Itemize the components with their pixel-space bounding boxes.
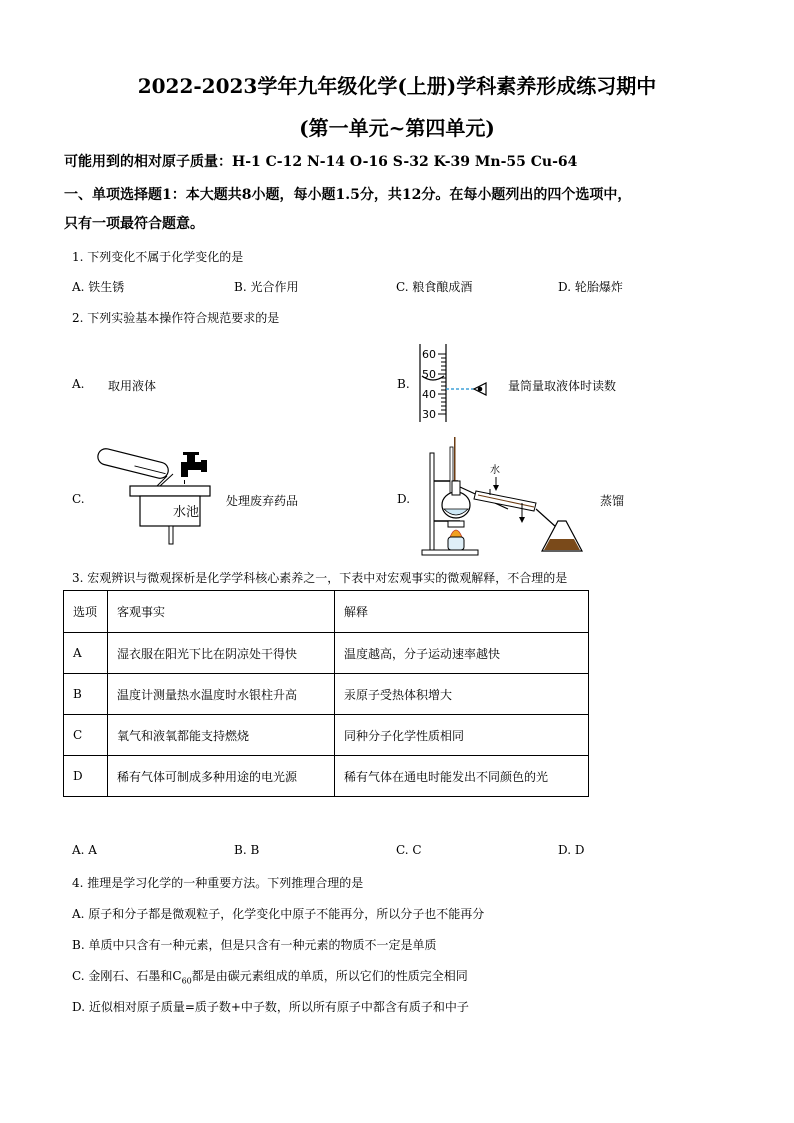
section-heading-line1: 一、单项选择题1：本大题共8小题，每小题1.5分，共12分。在每小题列出的四个选项中，: [64, 187, 632, 203]
table-cell: 稀有气体可制成多种用途的电光源: [108, 756, 335, 797]
question-1-option-d[interactable]: D. 轮胎爆炸: [558, 280, 623, 294]
faucet-icon: [181, 452, 207, 490]
question-2-option-a-text: 取用液体: [108, 379, 157, 393]
question-2-option-d-text: 蒸馏: [600, 494, 625, 508]
water-label: 水: [490, 465, 500, 476]
table-row: [64, 633, 589, 674]
cylinder-tick-60: 60: [422, 348, 436, 361]
question-1-option-a[interactable]: A. 铁生锈: [72, 280, 125, 294]
cylinder-tick-50: 50: [422, 368, 436, 381]
table-cell: C: [64, 715, 108, 756]
question-2-stem: 2. 下列实验基本操作符合规范要求的是: [72, 311, 280, 325]
question-2-option-b-letter[interactable]: B.: [397, 377, 410, 391]
section-heading-line2: 只有一项最符合题意。: [64, 216, 204, 232]
question-3-option-d[interactable]: D. D: [558, 843, 585, 857]
atomic-masses: 可能用到的相对原子质量：H-1 C-12 N-14 O-16 S-32 K-39 Mn-55 Cu-64: [64, 154, 578, 170]
question-3-option-a[interactable]: A. A: [72, 843, 97, 857]
question-3-table: [63, 590, 589, 797]
table-cell: A: [64, 633, 108, 674]
question-1-option-b[interactable]: B. 光合作用: [234, 280, 299, 294]
question-4-option-d[interactable]: D. 近似相对原子质量=质子数+中子数，所以所有原子中都含有质子和中子: [72, 1000, 469, 1014]
table-row: [64, 715, 589, 756]
table-cell: 温度越高，分子运动速率越快: [335, 633, 589, 674]
question-2-option-d-letter[interactable]: D.: [397, 492, 411, 506]
table-header-cell: 解释: [335, 591, 589, 633]
cylinder-tick-40: 40: [422, 388, 436, 401]
question-1-option-c[interactable]: C. 粮食酿成酒: [396, 280, 473, 294]
table-row: [64, 756, 589, 797]
option-c-text-start: C. 金刚石、石墨和C: [72, 969, 182, 983]
table-cell: 稀有气体在通电时能发出不同颜色的光: [335, 756, 589, 797]
cylinder-tick-30: 30: [422, 408, 436, 421]
question-1-stem: 1. 下列变化不属于化学变化的是: [72, 250, 244, 264]
question-3-stem: 3. 宏观辨识与微观探析是化学学科核心素养之一，下表中对宏观事实的微观解释，不合理的是: [72, 571, 568, 585]
question-4-option-c[interactable]: [72, 967, 468, 985]
question-4-option-b[interactable]: B. 单质中只含有一种元素，但是只含有一种元素的物质不一定是单质: [72, 938, 437, 952]
question-2-option-a-letter[interactable]: A.: [72, 377, 85, 391]
question-2-option-c-letter[interactable]: C.: [72, 492, 85, 506]
question-2-option-b-text: 量筒量取液体时读数: [508, 379, 617, 393]
table-cell: 氧气和液氧都能支持燃烧: [108, 715, 335, 756]
eye-icon: [474, 383, 486, 395]
page-subtitle: (第一单元~第四单元): [299, 116, 495, 140]
question-4-stem: 4. 推理是学习化学的一种重要方法。下列推理合理的是: [72, 876, 364, 890]
table-cell: 同种分子化学性质相同: [335, 715, 589, 756]
c60-subscript: 60: [181, 976, 192, 986]
table-row: [64, 674, 589, 715]
question-2-option-c-text: 处理废弃药品: [226, 494, 299, 508]
table-header-row: [64, 591, 589, 633]
table-cell: 汞原子受热体积增大: [335, 674, 589, 715]
distillation-apparatus-figure: [418, 437, 588, 557]
sink-label: 水池: [173, 505, 200, 520]
question-4-option-a[interactable]: A. 原子和分子都是微观粒子，化学变化中原子不能再分，所以分子也不能再分: [72, 907, 485, 921]
waste-disposal-figure: [95, 450, 215, 545]
graduated-cylinder-figure: [410, 342, 490, 422]
table-header-cell: 客观事实: [108, 591, 335, 633]
table-cell: 温度计测量热水温度时水银柱升高: [108, 674, 335, 715]
table-cell: 湿衣服在阳光下比在阴凉处干得快: [108, 633, 335, 674]
question-3-option-b[interactable]: B. B: [234, 843, 260, 857]
question-3-option-c[interactable]: C. C: [396, 843, 422, 857]
option-c-text-end: 都是由碳元素组成的单质，所以它们的性质完全相同: [191, 969, 468, 983]
table-cell: D: [64, 756, 108, 797]
table-cell: B: [64, 674, 108, 715]
table-header-cell: 选项: [64, 591, 108, 633]
page-title: 2022-2023学年九年级化学(上册)学科素养形成练习期中: [137, 74, 657, 98]
